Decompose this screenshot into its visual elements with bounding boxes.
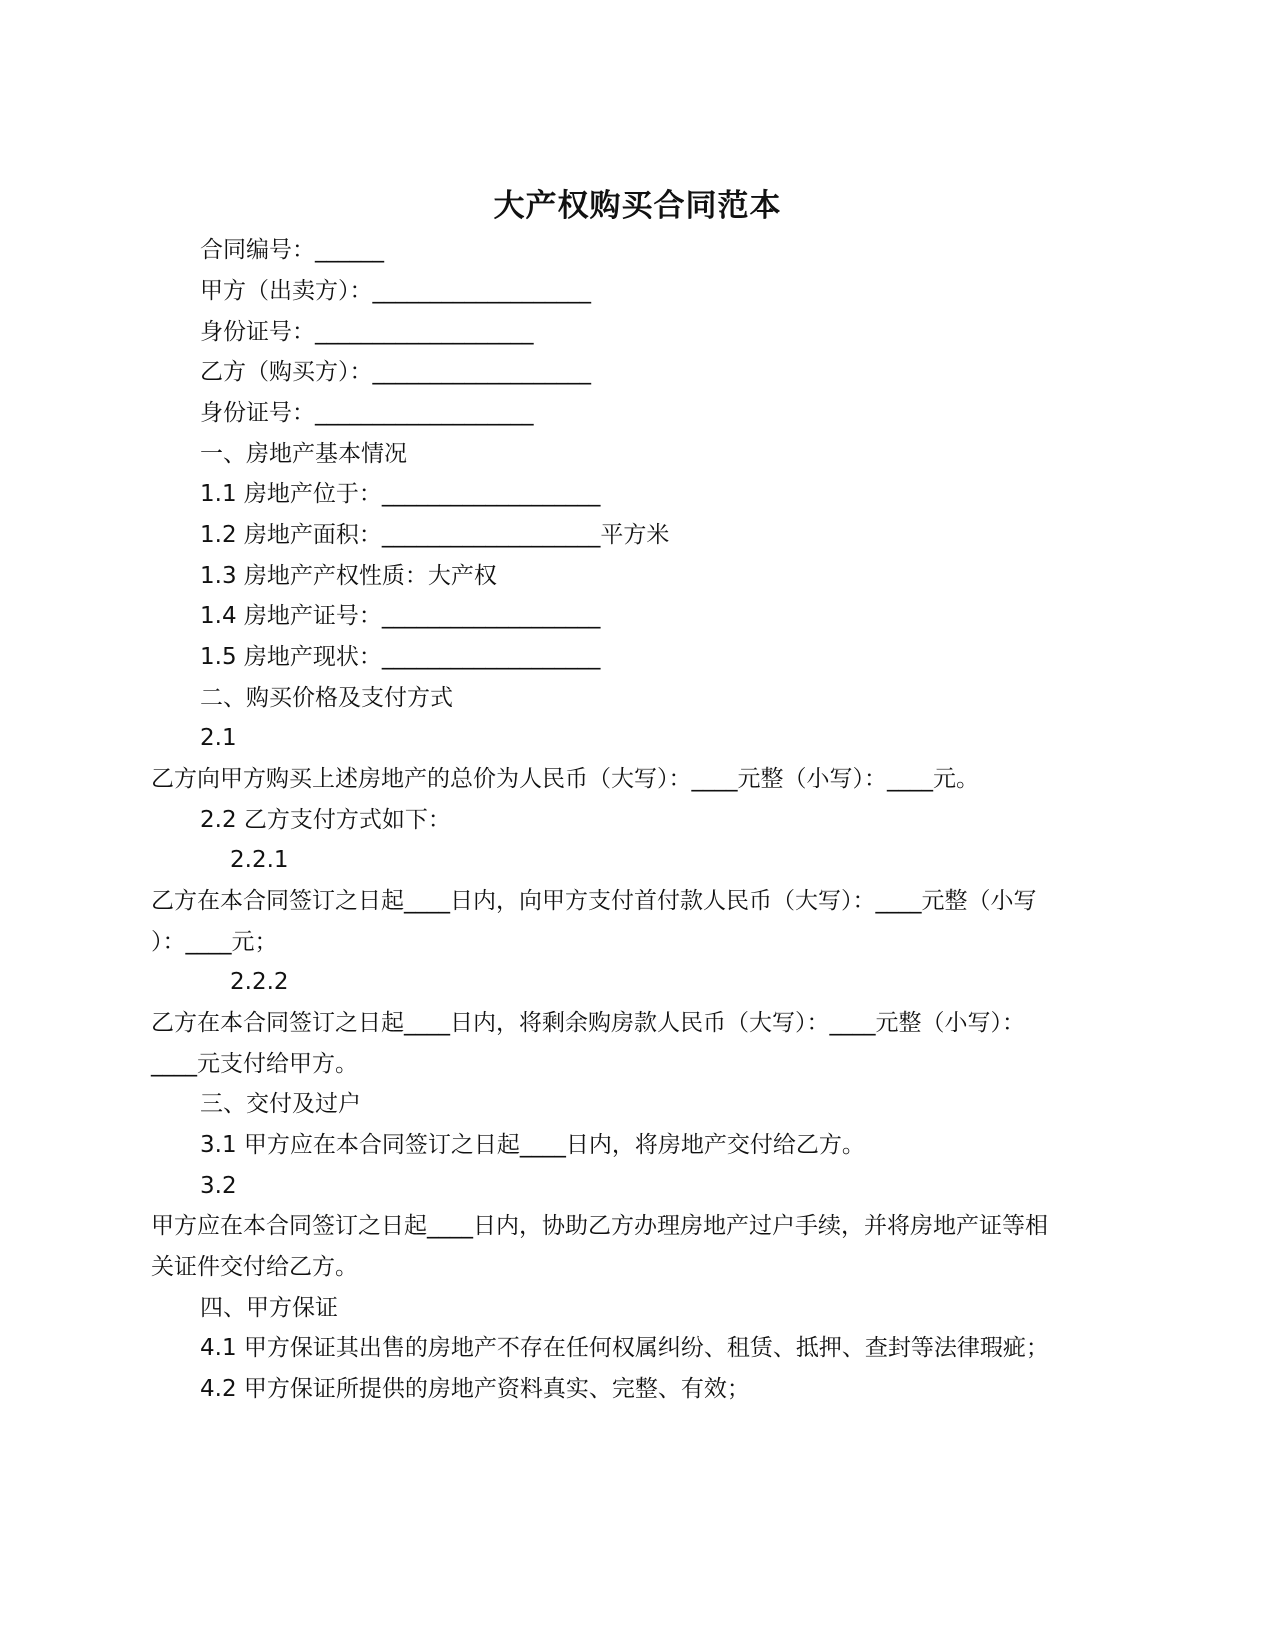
section-heading-1: 一、房地产基本情况 [200, 441, 407, 467]
document-title: 大产权购买合同范本 [493, 188, 782, 224]
party-a-id-line: 身份证号：___________________ [200, 319, 534, 345]
section-heading-4: 四、甲方保证 [200, 1295, 338, 1321]
section-heading-3: 三、交付及过户 [200, 1091, 361, 1117]
clause-2-2-1-text-line1: 乙方在本合同签订之日起____日内，向甲方支付首付款人民币（大写）：____元整（小写 [151, 888, 1037, 914]
clause-4-2: 4.2 甲方保证所提供的房地产资料真实、完整、有效； [200, 1376, 750, 1402]
clause-1-4: 1.4 房地产证号：___________________ [200, 603, 601, 629]
clause-1-3: 1.3 房地产产权性质：大产权 [200, 563, 497, 589]
clause-2-2-1-text-line2: ）：____元； [151, 929, 278, 955]
contract-number-line: 合同编号：______ [200, 237, 384, 263]
clause-3-1: 3.1 甲方应在本合同签订之日起____日内，将房地产交付给乙方。 [200, 1132, 865, 1158]
clause-2-2-2-text-line1: 乙方在本合同签订之日起____日内，将剩余购房款人民币（大写）：____元整（小写）： [151, 1010, 1025, 1036]
clause-1-2: 1.2 房地产面积：___________________平方米 [200, 522, 670, 548]
clause-3-2-number: 3.2 [200, 1173, 237, 1199]
party-b-id-line: 身份证号：___________________ [200, 400, 534, 426]
party-b-line: 乙方（购买方）：___________________ [200, 359, 591, 385]
clause-2-1-number: 2.1 [200, 725, 237, 751]
clause-3-2-text-line2: 关证件交付给乙方。 [151, 1254, 358, 1280]
clause-2-2: 2.2 乙方支付方式如下： [200, 807, 451, 833]
clause-2-2-2-number: 2.2.2 [230, 969, 289, 995]
clause-2-2-1-number: 2.2.1 [230, 847, 289, 873]
clause-1-5: 1.5 房地产现状：___________________ [200, 644, 601, 670]
party-a-line: 甲方（出卖方）：___________________ [200, 278, 591, 304]
clause-2-1-text: 乙方向甲方购买上述房地产的总价为人民币（大写）：____元整（小写）：____元。 [151, 766, 979, 792]
clause-2-2-2-text-line2: ____元支付给甲方。 [151, 1051, 358, 1077]
clause-3-2-text-line1: 甲方应在本合同签订之日起____日内，协助乙方办理房地产过户手续，并将房地产证等相 [151, 1213, 1048, 1239]
clause-4-1: 4.1 甲方保证其出售的房地产不存在任何权属纠纷、租赁、抵押、查封等法律瑕疵； [200, 1335, 1049, 1361]
clause-1-1: 1.1 房地产位于：___________________ [200, 481, 601, 507]
section-heading-2: 二、购买价格及支付方式 [200, 685, 453, 711]
